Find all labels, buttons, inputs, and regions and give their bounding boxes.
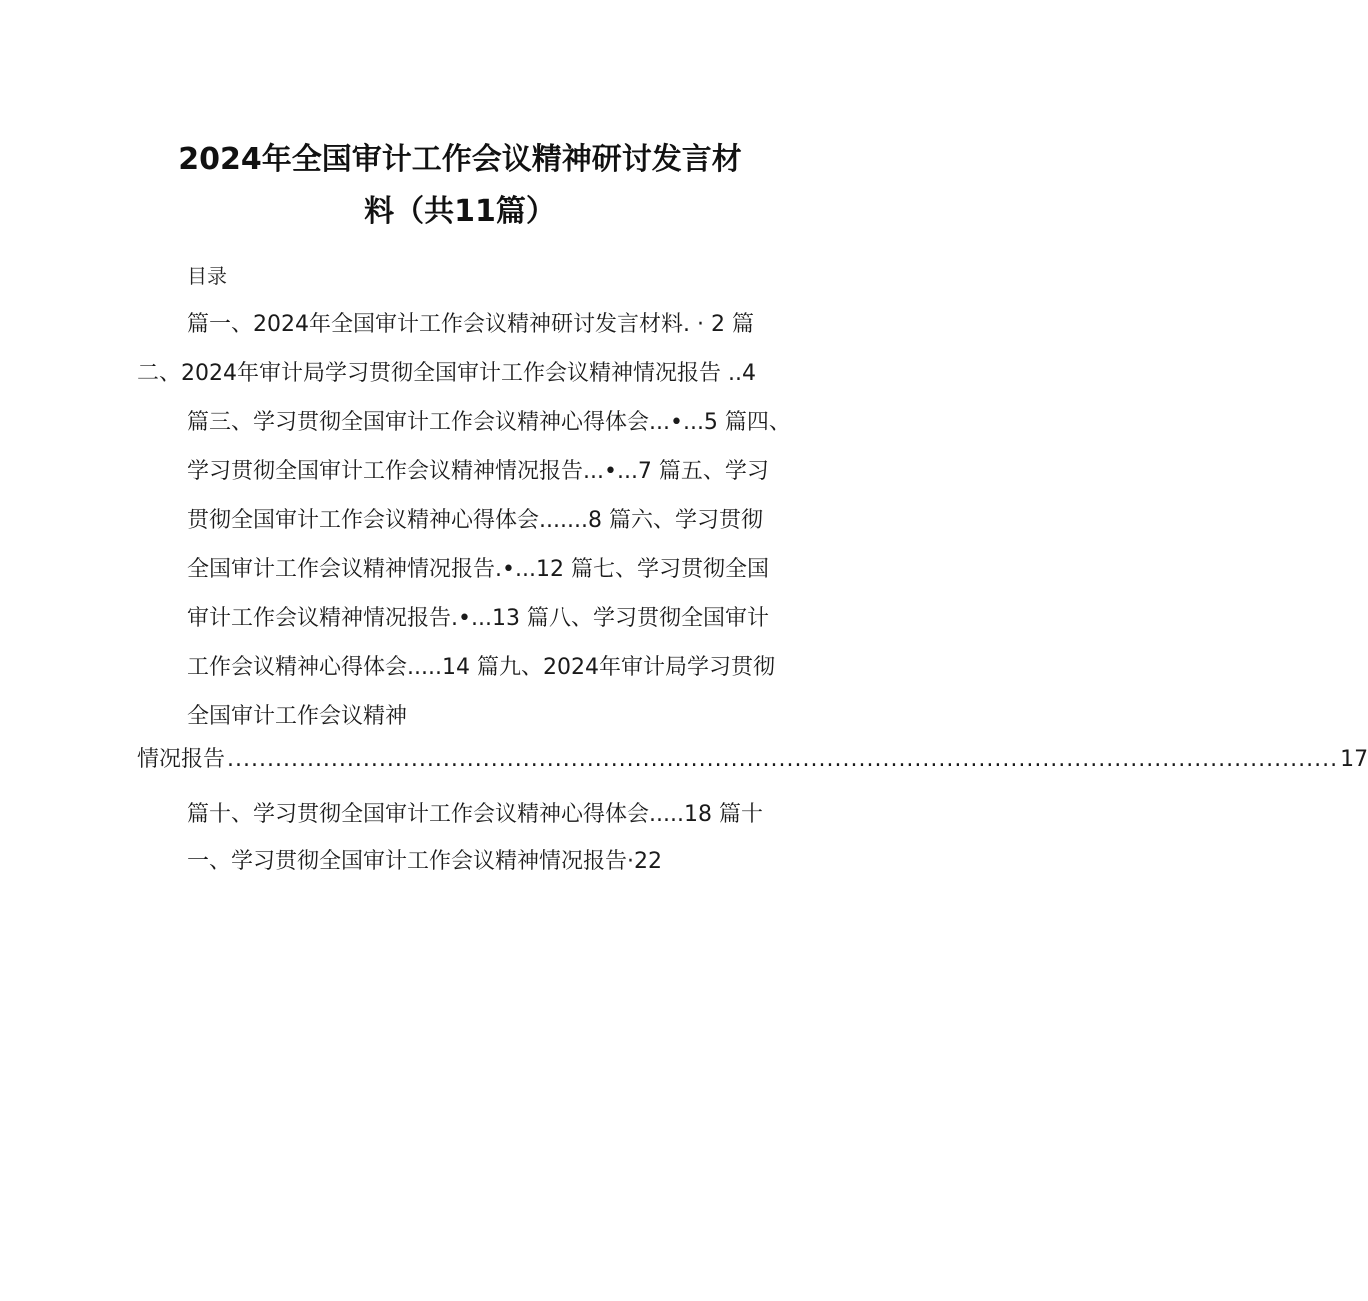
toc-page-number: 17 xyxy=(1340,747,1368,772)
toc-line: 全国审计工作会议精神情况报告.•...12 篇七、学习贯彻全国 xyxy=(187,557,769,582)
document-title-line-2: 料（共11篇） xyxy=(364,194,556,229)
toc-heading: 目录 xyxy=(187,264,227,288)
document-title-line-1: 2024年全国审计工作会议精神研讨发言材 xyxy=(178,142,742,177)
toc-leader-line xyxy=(137,745,1368,775)
toc-dot-leader: ........................................................................................................................................... xyxy=(227,747,1339,772)
toc-line: 篇三、学习贯彻全国审计工作会议精神心得体会...•...5 篇四、 xyxy=(187,410,791,435)
toc-line: 审计工作会议精神情况报告.•...13 篇八、学习贯彻全国审计 xyxy=(187,606,769,631)
toc-line: 篇一、2024年全国审计工作会议精神研讨发言材料. · 2 篇 xyxy=(187,312,754,337)
toc-line: 学习贯彻全国审计工作会议精神情况报告...•...7 篇五、学习 xyxy=(187,459,769,484)
toc-line: 一、学习贯彻全国审计工作会议精神情况报告·22 xyxy=(187,849,662,874)
toc-line: 全国审计工作会议精神 xyxy=(187,704,408,729)
toc-leader-label: 情况报告 xyxy=(137,747,226,772)
toc-line: 贯彻全国审计工作会议精神心得体会.......8 篇六、学习贯彻 xyxy=(187,508,763,533)
toc-line: 工作会议精神心得体会.....14 篇九、2024年审计局学习贯彻 xyxy=(187,655,775,680)
toc-line: 篇十、学习贯彻全国审计工作会议精神心得体会.....18 篇十 xyxy=(187,802,763,827)
toc-line: 二、2024年审计局学习贯彻全国审计工作会议精神情况报告 ..4 xyxy=(137,361,756,386)
